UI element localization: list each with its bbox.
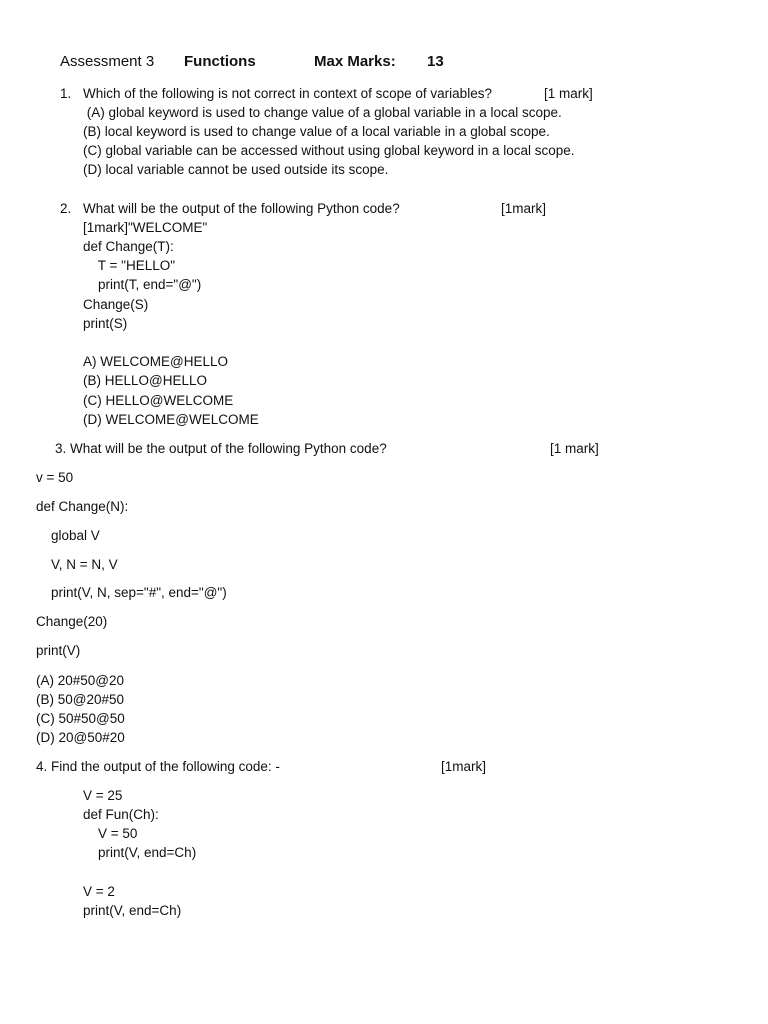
q2-code-line: print(T, end="@") [83, 277, 202, 292]
q1-option-d: (D) local variable cannot be used outside its scope. [83, 162, 389, 177]
q4-marks: [1mark] [441, 759, 487, 774]
q3-marks: [1 mark] [550, 441, 599, 456]
q1-marks: [1 mark] [544, 86, 593, 101]
q3-code-line: V, N = N, V [36, 557, 118, 572]
q3-option-c: (C) 50#50@50 [36, 711, 125, 726]
q3-text: 3. What will be the output of the following Python code? [55, 441, 387, 456]
max-marks-label: Max Marks: [314, 53, 396, 70]
q2-marks: [1mark] [501, 201, 547, 216]
q2-option-c: (C) HELLO@WELCOME [83, 393, 234, 408]
max-marks-value: 13 [427, 53, 444, 70]
q4-code-line: def Fun(Ch): [83, 807, 159, 822]
q2-code-line: print(S) [83, 316, 128, 331]
q3-option-b: (B) 50@20#50 [36, 692, 125, 707]
q4-code-line: print(V, end=Ch) [83, 845, 197, 860]
q4-text: 4. Find the output of the following code: - [36, 759, 280, 774]
q2-code-line: [1mark]"WELCOME" [83, 220, 208, 235]
q2-option-a: A) WELCOME@HELLO [83, 354, 228, 369]
topic-title: Functions [184, 53, 256, 70]
q3-option-a: (A) 20#50@20 [36, 673, 125, 688]
q1-text: Which of the following is not correct in context of scope of variables? [83, 86, 492, 101]
q3-code-line: Change(20) [36, 614, 108, 629]
q2-option-d: (D) WELCOME@WELCOME [83, 412, 259, 427]
q4-code-line: V = 2 [83, 884, 115, 899]
q3-code-line: def Change(N): [36, 499, 129, 514]
q3-code-line: print(V, N, sep="#", end="@") [36, 585, 227, 600]
q2-code-line: def Change(T): [83, 239, 174, 254]
q1-option-a: (A) global keyword is used to change value of a global variable in a local scope. [83, 105, 562, 120]
q4-code-line: print(V, end=Ch) [83, 903, 182, 918]
q2-code-line: Change(S) [83, 297, 149, 312]
q1-option-b: (B) local keyword is used to change value of a local variable in a global scope. [83, 124, 550, 139]
q2-number: 2. [60, 201, 72, 216]
assessment-title: Assessment 3 [60, 53, 155, 70]
q2-option-b: (B) HELLO@HELLO [83, 373, 207, 388]
q1-number: 1. [60, 86, 72, 101]
q1-option-c: (C) global variable can be accessed without using global keyword in a local scope. [83, 143, 575, 158]
q3-option-d: (D) 20@50#20 [36, 730, 125, 745]
q3-code-line: global V [36, 528, 100, 543]
q4-code-line: V = 25 [83, 788, 123, 803]
q2-text: What will be the output of the following Python code? [83, 201, 400, 216]
q3-code-line: v = 50 [36, 470, 74, 485]
q4-code-line: V = 50 [83, 826, 138, 841]
q3-code-line: print(V) [36, 643, 81, 658]
q2-code-line: T = "HELLO" [83, 258, 176, 273]
